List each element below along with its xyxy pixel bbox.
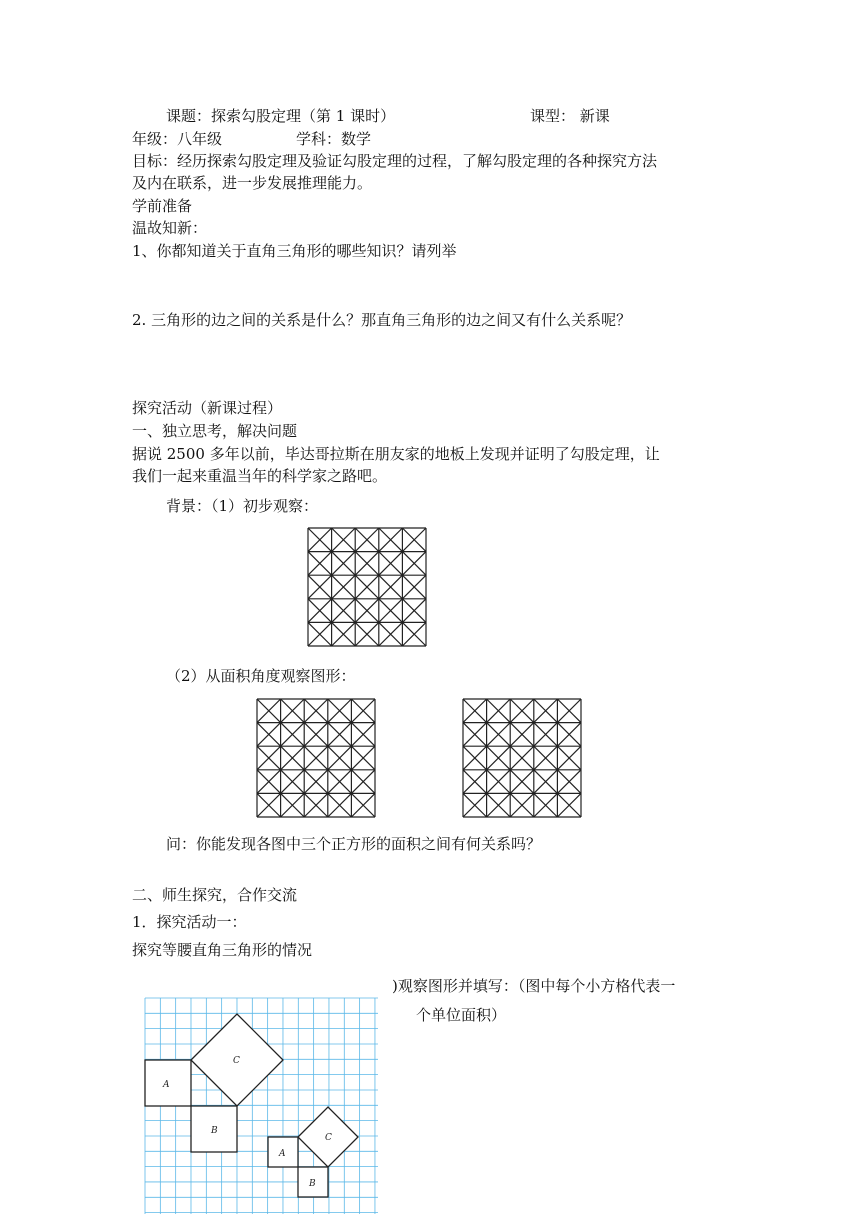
question-2: 2. 三角形的边之间的关系是什么？那直角三角形的边之间又有什么关系呢？ (132, 311, 632, 329)
activity1-title: 1．探究活动一： (132, 913, 247, 931)
goal-line-2: 及内在联系，进一步发展推理能力。 (132, 174, 373, 192)
observe-text-1: 观察图形并填写：（图中每个小方格代表一 (397, 977, 676, 995)
label-c-small: C (325, 1133, 332, 1143)
tile-figure-3 (463, 699, 581, 817)
activity1-desc: 探究等腰直角三角形的情况 (132, 941, 313, 959)
prep-title: 学前准备 (132, 197, 193, 215)
question-1: 1、你都知道关于直角三角形的哪些知识？请列举 (132, 242, 457, 260)
label-a-small: A (279, 1149, 286, 1159)
grade: 年级：八年级 (132, 130, 223, 148)
label-b-small: B (309, 1179, 316, 1189)
topic-line: 课题：探索勾股定理（第 1 课时） (166, 107, 396, 125)
lesson-type: 课型： 新课 (530, 107, 610, 125)
review-title: 温故知新： (132, 219, 208, 237)
activity-title: 探究活动（新课过程） (132, 399, 283, 417)
area-question: 问：你能发现各图中三个正方形的面积之间有何关系吗？ (166, 835, 542, 853)
tile-figure-1 (308, 528, 426, 646)
part1-title: 一、独立思考，解决问题 (132, 422, 298, 440)
label-a-large: A (163, 1080, 170, 1090)
observe-line-2: 个单位面积） (416, 1006, 507, 1024)
pythagoras-grid-figure (145, 998, 378, 1214)
subject: 学科：数学 (296, 130, 372, 148)
intro-line-1: 据说 2500 多年以前，毕达哥拉斯在朋友家的地板上发现并证明了勾股定理，让 (132, 445, 660, 463)
part2-title: 二、师生探究，合作交流 (132, 886, 298, 904)
label-b-large: B (211, 1126, 218, 1136)
observe-line-1 (392, 976, 675, 996)
goal-line-1: 目标：经历探索勾股定理及验证勾股定理的过程，了解勾股定理的各种探究方法 (132, 152, 658, 170)
intro-line-2: 我们一起来重温当年的科学家之路吧。 (132, 467, 388, 485)
label-c-large: C (233, 1056, 240, 1066)
tile-figure-2 (257, 699, 375, 817)
paren-mark: ) (392, 977, 398, 995)
step2-label: （2）从面积角度观察图形： (166, 667, 356, 685)
background-label: 背景：（1）初步观察： (166, 497, 319, 515)
